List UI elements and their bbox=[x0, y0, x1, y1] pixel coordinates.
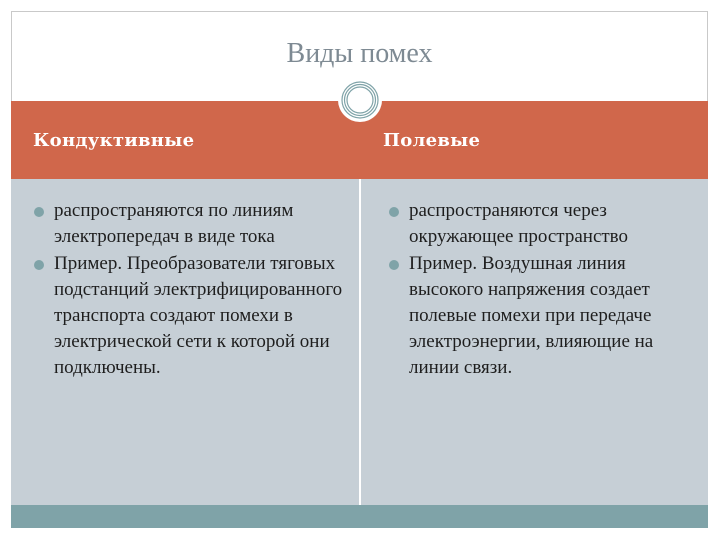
column-divider bbox=[359, 179, 361, 505]
bullet-text: распространяются по линиям электропередач в виде тока bbox=[54, 200, 294, 247]
list-item bbox=[30, 198, 350, 250]
list-item bbox=[385, 251, 695, 381]
column-header-conductive: Кондуктивные bbox=[33, 129, 195, 151]
bullet-dot-icon bbox=[34, 207, 44, 217]
list-item bbox=[385, 198, 695, 250]
column-conductive bbox=[30, 198, 350, 382]
column-field bbox=[385, 198, 695, 382]
bullet-text: Пример. Воздушная линия высокого напряжения создает полевые помехи при передаче электроэнергии, влияющие на линии связи. bbox=[409, 253, 654, 378]
bullet-text: распространяются через окружающее пространство bbox=[409, 200, 629, 247]
circle-ornament-icon bbox=[337, 77, 383, 123]
bullet-text: Пример. Преобразователи тяговых подстанций электрифицированного транспорта создают помехи в электрической сети к которой они подключены. bbox=[54, 253, 343, 378]
list-item bbox=[30, 251, 350, 381]
column-header-field: Полевые bbox=[383, 129, 481, 151]
slide-title: Виды помех bbox=[286, 38, 433, 69]
footer-bar bbox=[11, 505, 708, 528]
bullet-dot-icon bbox=[389, 260, 399, 270]
bullet-dot-icon bbox=[34, 260, 44, 270]
bullet-dot-icon bbox=[389, 207, 399, 217]
